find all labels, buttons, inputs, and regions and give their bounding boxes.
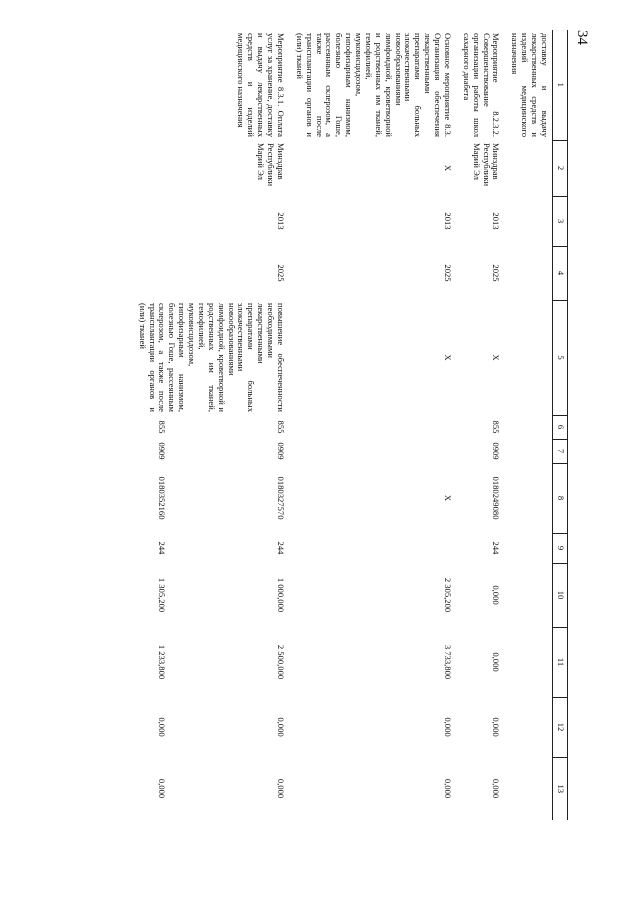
table-row	[169, 30, 288, 820]
table-cell: 2025	[491, 264, 502, 282]
table-row	[131, 30, 169, 820]
rotated-table-container	[58, 30, 568, 820]
table-cell: 244	[276, 541, 286, 555]
table-cell: 2013	[276, 212, 286, 230]
table-cell: 0,000	[276, 778, 286, 799]
table-cell: 3 733,800	[443, 644, 453, 680]
table-cell	[131, 246, 169, 300]
page-number: 34	[574, 30, 590, 45]
table-cell: 855	[157, 420, 168, 434]
table-cell: 0,000	[157, 717, 168, 737]
table-cell	[504, 300, 553, 415]
col-header: 13	[553, 757, 568, 820]
header-row	[553, 30, 568, 820]
table-cell: 0,000	[276, 717, 286, 737]
program-table	[131, 30, 568, 820]
table-cell: 1 233,800	[157, 644, 168, 680]
table-cell: 855	[276, 420, 286, 434]
table-cell	[504, 757, 553, 820]
table-cell: 0180327570	[276, 476, 286, 520]
table-cell	[131, 30, 169, 140]
table-cell	[504, 439, 553, 463]
col-header: 4	[553, 246, 568, 300]
table-cell: 2013	[443, 212, 453, 230]
table-row	[288, 30, 455, 820]
table-cell: 1 305,200	[157, 577, 168, 613]
table-cell	[504, 246, 553, 300]
table-cell	[504, 196, 553, 246]
table-cell: 244	[491, 541, 502, 555]
table-row	[455, 30, 504, 820]
table-cell: 1 000,000	[276, 577, 286, 613]
col-header: 3	[553, 196, 568, 246]
col-header: 12	[553, 697, 568, 757]
table-cell: 0909	[491, 442, 502, 460]
table-cell: 2025	[276, 264, 286, 282]
table-cell: 0,000	[443, 717, 453, 737]
col-header: 7	[553, 439, 568, 463]
table-cell: Мероприятие 8.2.3.2. Совершенствование организации работы школ сахарного диабета	[461, 33, 502, 137]
table-cell: X	[443, 494, 453, 502]
table-cell: 0,000	[443, 778, 453, 799]
table-cell	[288, 533, 455, 563]
table-cell: 855	[491, 420, 502, 434]
table-cell: 2025	[443, 264, 453, 282]
table-cell: X	[443, 164, 453, 172]
table-cell: Мероприятие 8.3.1. Оплата услуг за хранение, доставку и выдачу лекарственных средств и изделий медицинского назначения	[236, 33, 286, 137]
col-header: 10	[553, 563, 568, 627]
table-cell: 2 305,200	[443, 577, 453, 613]
table-cell	[504, 463, 553, 533]
table-cell	[288, 415, 455, 439]
table-cell	[504, 697, 553, 757]
table-row	[504, 30, 553, 820]
table-cell: Минздрав Республики Марий Эл	[256, 143, 286, 187]
table-cell: 0,000	[491, 652, 502, 672]
table-cell	[131, 196, 169, 246]
col-header: 1	[553, 30, 568, 140]
col-header: 6	[553, 415, 568, 439]
table-cell: повышение обеспеченности необходимыми лекарственными препаратами больных злокачественными новообразованиями лимфоидной, кроветворной и родственных им тканей, гемофилией, муковисцидозом, гипофизарным нанизмом, болезнью Гоше, рассеянным склерозом, а также после трансплантации органов и (или) тканей	[137, 303, 286, 412]
col-header: 9	[553, 533, 568, 563]
table-cell: 2 500,000	[276, 644, 286, 680]
table-cell: 0909	[157, 442, 168, 460]
table-cell: доставку и выдачу лекарственных средств и изделий медицинского назначения	[510, 33, 550, 137]
table-cell: 0,000	[491, 717, 502, 737]
table-cell: 0,000	[491, 778, 502, 799]
table-cell: 0909	[276, 442, 286, 460]
col-header: 2	[553, 140, 568, 196]
table-cell: X	[443, 354, 453, 361]
col-header: 8	[553, 463, 568, 533]
table-cell	[504, 627, 553, 697]
table-cell: X	[491, 354, 502, 361]
table-cell	[288, 439, 455, 463]
col-header: 5	[553, 300, 568, 415]
table-cell	[131, 140, 169, 196]
table-cell: 0180249080	[491, 476, 502, 520]
table-cell: Основное мероприятие 8.3. Организация обеспечения лекарственными препаратами больных злокачественными новообразованиями лимфоидной, кроветворной и родственных им тканей, гемофилией, муковисцидозом, гипофизарным нанизмом, болезнью Гоше, рассеянным склерозом, а также после трансплантации органов и (или) тканей	[294, 33, 453, 137]
table-cell	[504, 140, 553, 196]
table-cell: 0180352160	[157, 476, 168, 520]
table-cell: 2013	[491, 212, 502, 230]
table-cell: 0,000	[491, 585, 502, 605]
table-cell	[504, 533, 553, 563]
table-cell: 0,000	[157, 778, 168, 799]
table-cell	[504, 563, 553, 627]
col-header: 11	[553, 627, 568, 697]
table-cell: 244	[157, 541, 168, 555]
table-cell: Минздрав Республики Марий Эл	[471, 143, 502, 187]
table-cell	[504, 415, 553, 439]
